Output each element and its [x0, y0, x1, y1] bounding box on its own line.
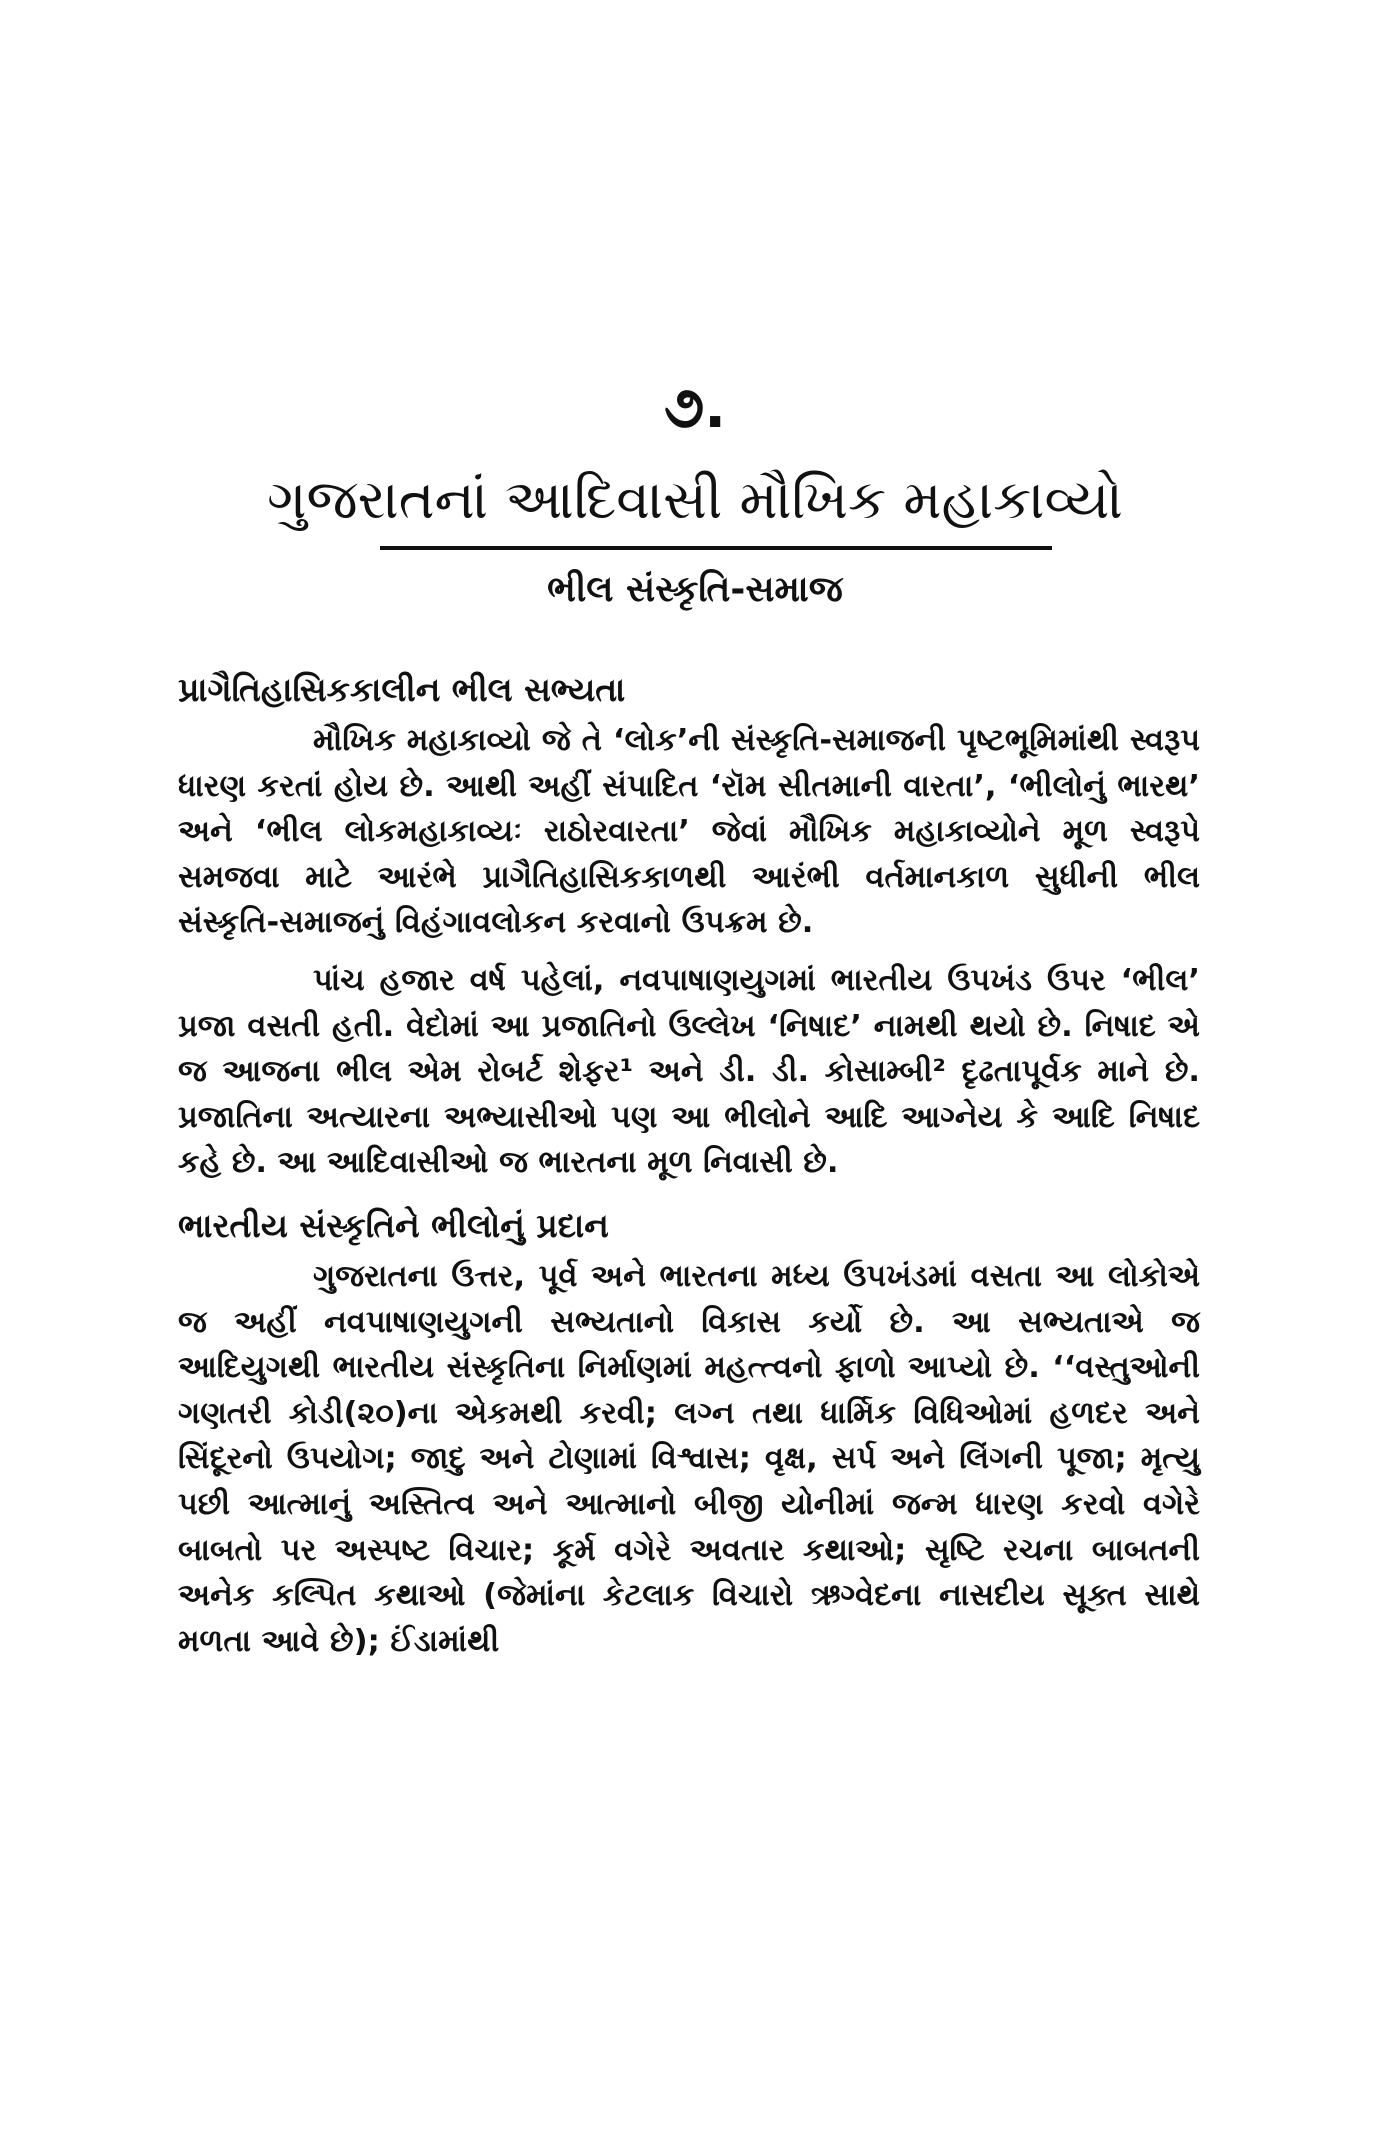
chapter-title: ગુજરાતનાં આદિવાસી મૌખિક મહાકાવ્યો: [267, 468, 1123, 531]
section-heading: ભારતીય સંસ્કૃતિને ભીલોનું પ્રદાન: [178, 1205, 609, 1245]
title-underline: [380, 546, 1052, 550]
body-text: [178, 662, 1200, 1664]
section-heading: પ્રાગૈતિહાસિકકાલીન ભીલ સભ્યતા: [178, 670, 626, 709]
chapter-number: ૭.: [663, 373, 727, 441]
chapter-subtitle: ભીલ સંસ્કૃતિ-સમાજ: [547, 569, 843, 610]
paragraph: પાંચ હજાર વર્ષ પહેલાં, નવપાષાણયુગમાં ભારતીય ઉપખંડ ઉપર ‘ભીલ’ પ્રજા વસતી હતી. વેદોમાં આ પ્રજાતિનો ઉલ્લેખ ‘નિષાદ’ નામથી થયો છે. નિષાદ એ જ આજના ભીલ એમ રોબર્ટ શેફર¹ અને ડી. ડી. કોસામ્બી² દૃઢતાપૂર્વક માને છે. પ્રજાતિના અત્યારના અભ્યાસીઓ પણ આ ભીલોને આદિ આગ્નેય કે આદિ નિષાદ કહે છે. આ આદિવાસીઓ જ ભારતના મૂળ નિવાસી છે.: [178, 962, 1200, 1181]
paragraph: મૌખિક મહાકાવ્યો જે તે ‘લોક’ની સંસ્કૃતિ-સમાજની પૃષ્ટભૂમિમાંથી સ્વરૂપ ધારણ કરતાં હોય છે. આથી અહીં સંપાદિત ‘રૉમ સીતમાની વારતા’, ‘ભીલોનું ભારથ’ અને ‘ભીલ લોકમહાકાવ્યઃ રાઠોરવારતા’ જેવાં મૌખિક મહાકાવ્યોને મૂળ સ્વરૂપે સમજવા માટે આરંભે પ્રાગૈતિહાસિકકાળથી આરંભી વર્તમાનકાળ સુધીની ભીલ સંસ્કૃતિ-સમાજનું વિહંગાવલોકન કરવાનો ઉપક્રમ છે.: [178, 723, 1200, 941]
paragraph: ગુજરાતના ઉત્તર, પૂર્વ અને ભારતના મધ્ય ઉપખંડમાં વસતા આ લોકોએ જ અહીં નવપાષાણયુગની સભ્યતાનો વિકાસ કર્યો છે. આ સભ્યતાએ જ આદિયુગથી ભારતીય સંસ્કૃતિના નિર્માણમાં મહત્ત્વનો ફાળો આપ્યો છે. ‘‘વસ્તુઓની ગણતરી કોડી(૨૦)ના એકમથી કરવી; લગ્ન તથા ધાર્મિક વિધિઓમાં હળદર અને સિંદૂરનો ઉપયોગ; જાદુ અને ટોણામાં વિશ્વાસ; વૃક્ષ, સર્પ અને લિંગની પૂજા; મૃત્યુ પછી આત્માનું અસ્તિત્વ અને આત્માનો બીજી યોનીમાં જન્મ ધારણ કરવો વગેરે બાબતો પર અસ્પષ્ટ વિચાર; કૂર્મ વગેરે અવતાર કથાઓ; સૃષ્ટિ રચના બાબતની અનેક કલ્પિત કથાઓ (જેમાંના કેટલાક વિચારો ઋગ્વેદના નાસદીય સૂક્ત સાથે મળતા આવે છે); ઈંડામાંથી: [178, 1258, 1200, 1659]
